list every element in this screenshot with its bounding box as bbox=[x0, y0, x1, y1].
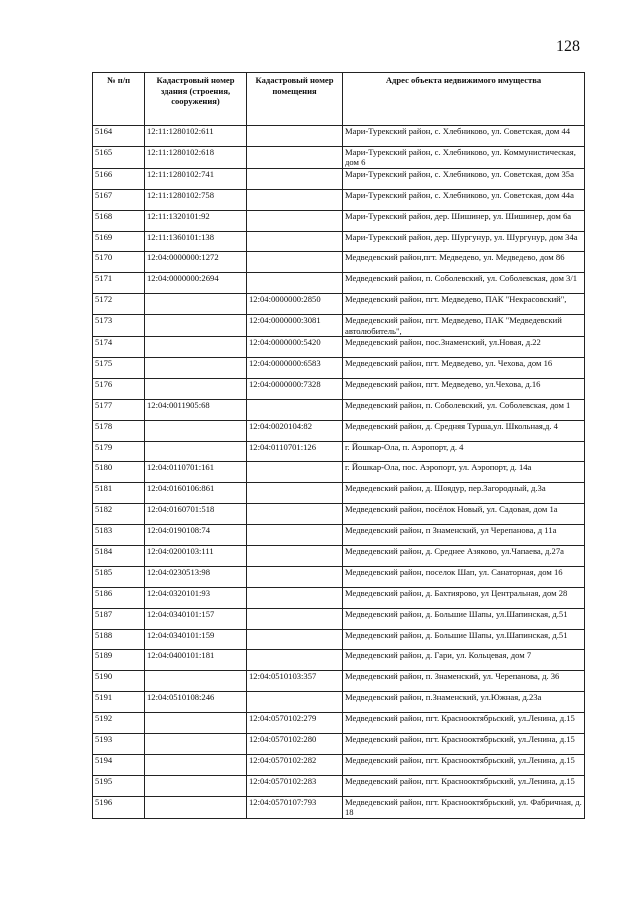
premises-cadastral-cell bbox=[247, 650, 343, 671]
table-row bbox=[93, 441, 585, 462]
premises-cadastral-cell bbox=[247, 525, 343, 546]
header-premises-cadastral-number: Кадастровый номер помещения bbox=[247, 73, 343, 126]
building-cadastral-cell bbox=[145, 796, 247, 818]
table-row bbox=[93, 294, 585, 315]
premises-cadastral-cell bbox=[247, 462, 343, 483]
row-number-cell: 5181 bbox=[93, 483, 145, 504]
table-row bbox=[93, 650, 585, 671]
table-row bbox=[93, 378, 585, 399]
address-cell: Медведевский район, пгт. Медведево, ПАК "Некрасовский", bbox=[343, 294, 585, 315]
table-row bbox=[93, 775, 585, 796]
address-cell: Медведевский район, пгт. Краснооктябрьский, ул. Фабричная, д. 18 bbox=[343, 796, 585, 818]
address-cell: Медведевский район, пос.Знаменский, ул.Новая, д.22 bbox=[343, 337, 585, 358]
row-number-cell: 5168 bbox=[93, 210, 145, 231]
building-cadastral-cell: 12:04:0400101:181 bbox=[145, 650, 247, 671]
row-number-cell: 5175 bbox=[93, 358, 145, 379]
premises-cadastral-cell bbox=[247, 273, 343, 294]
table-row bbox=[93, 483, 585, 504]
table-row bbox=[93, 146, 585, 168]
premises-cadastral-cell: 12:04:0000000:7328 bbox=[247, 378, 343, 399]
table-row bbox=[93, 754, 585, 775]
address-cell: Медведевский район, посёлок Новый, ул. Садовая, дом 1а bbox=[343, 504, 585, 525]
building-cadastral-cell: 12:04:0340101:159 bbox=[145, 629, 247, 650]
row-number-cell: 5180 bbox=[93, 462, 145, 483]
address-cell: Медведевский район, д. Большие Шапы, ул.Шапинская, д.51 bbox=[343, 629, 585, 650]
row-number-cell: 5196 bbox=[93, 796, 145, 818]
premises-cadastral-cell: 12:04:0570102:280 bbox=[247, 734, 343, 755]
table-row bbox=[93, 420, 585, 441]
premises-cadastral-cell bbox=[247, 692, 343, 713]
row-number-cell: 5169 bbox=[93, 231, 145, 252]
building-cadastral-cell: 12:04:0340101:157 bbox=[145, 608, 247, 629]
table-row bbox=[93, 671, 585, 692]
building-cadastral-cell: 12:11:1280102:758 bbox=[145, 189, 247, 210]
row-number-cell: 5189 bbox=[93, 650, 145, 671]
row-number-cell: 5178 bbox=[93, 420, 145, 441]
premises-cadastral-cell bbox=[247, 399, 343, 420]
building-cadastral-cell: 12:04:0190108:74 bbox=[145, 525, 247, 546]
address-cell: Мари-Турекский район, с. Хлебниково, ул. Советская, дом 44а bbox=[343, 189, 585, 210]
premises-cadastral-cell: 12:04:0000000:3081 bbox=[247, 315, 343, 337]
building-cadastral-cell: 12:04:0230513:98 bbox=[145, 566, 247, 587]
address-cell: Мари-Турекский район, дер. Шишинер, ул. Шишинер, дом 6а bbox=[343, 210, 585, 231]
address-cell: Медведевский район, пгт. Медведево, ПАК "Медведевский автолюбитель", bbox=[343, 315, 585, 337]
premises-cadastral-cell bbox=[247, 504, 343, 525]
building-cadastral-cell bbox=[145, 775, 247, 796]
row-number-cell: 5184 bbox=[93, 546, 145, 567]
premises-cadastral-cell: 12:04:0570102:283 bbox=[247, 775, 343, 796]
address-cell: Медведевский район, д. Среднее Азяково, ул.Чапаева, д.27а bbox=[343, 546, 585, 567]
row-number-cell: 5183 bbox=[93, 525, 145, 546]
row-number-cell: 5186 bbox=[93, 587, 145, 608]
premises-cadastral-cell: 12:04:0570102:279 bbox=[247, 713, 343, 734]
building-cadastral-cell: 12:11:1280102:611 bbox=[145, 126, 247, 147]
building-cadastral-cell bbox=[145, 671, 247, 692]
header-row-number: № п/п bbox=[93, 73, 145, 126]
row-number-cell: 5187 bbox=[93, 608, 145, 629]
premises-cadastral-cell bbox=[247, 608, 343, 629]
table-row bbox=[93, 796, 585, 818]
row-number-cell: 5173 bbox=[93, 315, 145, 337]
premises-cadastral-cell bbox=[247, 629, 343, 650]
premises-cadastral-cell bbox=[247, 231, 343, 252]
building-cadastral-cell bbox=[145, 294, 247, 315]
premises-cadastral-cell bbox=[247, 146, 343, 168]
premises-cadastral-cell bbox=[247, 126, 343, 147]
address-cell: Медведевский район, пгт. Краснооктябрьский, ул.Ленина, д.15 bbox=[343, 713, 585, 734]
address-cell: Медведевский район, д. Бахтиярово, ул Центральная, дом 28 bbox=[343, 587, 585, 608]
table-row bbox=[93, 315, 585, 337]
table-row bbox=[93, 525, 585, 546]
building-cadastral-cell bbox=[145, 378, 247, 399]
building-cadastral-cell: 12:04:0320101:93 bbox=[145, 587, 247, 608]
building-cadastral-cell bbox=[145, 420, 247, 441]
address-cell: Мари-Турекский район, с. Хлебниково, ул. Коммунистическая, дом 6 bbox=[343, 146, 585, 168]
premises-cadastral-cell: 12:04:0000000:6583 bbox=[247, 358, 343, 379]
building-cadastral-cell bbox=[145, 337, 247, 358]
premises-cadastral-cell bbox=[247, 587, 343, 608]
address-cell: Медведевский район, п. Соболевский, ул. Соболевская, дом 1 bbox=[343, 399, 585, 420]
table-row bbox=[93, 210, 585, 231]
premises-cadastral-cell: 12:04:0510103:357 bbox=[247, 671, 343, 692]
address-cell: Медведевский район, пгт. Медведево, ул.Чехова, д.16 bbox=[343, 378, 585, 399]
premises-cadastral-cell: 12:04:0020104:82 bbox=[247, 420, 343, 441]
premises-cadastral-cell bbox=[247, 483, 343, 504]
address-cell: Медведевский район, п.Знаменский, ул.Южная, д.23а bbox=[343, 692, 585, 713]
address-cell: Медведевский район, п. Знаменский, ул. Черепанова, д. 36 bbox=[343, 671, 585, 692]
premises-cadastral-cell bbox=[247, 566, 343, 587]
table-row bbox=[93, 231, 585, 252]
building-cadastral-cell: 12:11:1280102:618 bbox=[145, 146, 247, 168]
row-number-cell: 5167 bbox=[93, 189, 145, 210]
header-building-cadastral-number: Кадастровый номер здания (строения, сооружения) bbox=[145, 73, 247, 126]
row-number-cell: 5190 bbox=[93, 671, 145, 692]
building-cadastral-cell: 12:04:0200103:111 bbox=[145, 546, 247, 567]
premises-cadastral-cell: 12:04:0570102:282 bbox=[247, 754, 343, 775]
table-row bbox=[93, 692, 585, 713]
building-cadastral-cell bbox=[145, 713, 247, 734]
row-number-cell: 5177 bbox=[93, 399, 145, 420]
row-number-cell: 5165 bbox=[93, 146, 145, 168]
building-cadastral-cell: 12:04:0000000:1272 bbox=[145, 252, 247, 273]
premises-cadastral-cell bbox=[247, 252, 343, 273]
page-number: 128 bbox=[556, 38, 580, 55]
row-number-cell: 5192 bbox=[93, 713, 145, 734]
address-cell: Медведевский район,пгт. Медведево, ул. Медведево, дом 86 bbox=[343, 252, 585, 273]
table-row bbox=[93, 734, 585, 755]
address-cell: Медведевский район, п. Соболевский, ул. Соболевская, дом 3/1 bbox=[343, 273, 585, 294]
address-cell: Медведевский район, пгт. Медведево, ул. Чехова, дом 16 bbox=[343, 358, 585, 379]
row-number-cell: 5172 bbox=[93, 294, 145, 315]
building-cadastral-cell bbox=[145, 754, 247, 775]
row-number-cell: 5179 bbox=[93, 441, 145, 462]
building-cadastral-cell: 12:04:0160701:518 bbox=[145, 504, 247, 525]
premises-cadastral-cell: 12:04:0000000:2850 bbox=[247, 294, 343, 315]
table-row bbox=[93, 252, 585, 273]
building-cadastral-cell bbox=[145, 315, 247, 337]
address-cell: Мари-Турекский район, с. Хлебниково, ул. Советская, дом 44 bbox=[343, 126, 585, 147]
premises-cadastral-cell: 12:04:0110701:126 bbox=[247, 441, 343, 462]
table-row bbox=[93, 566, 585, 587]
address-cell: Медведевский район, поселок Шап, ул. Санаторная, дом 16 bbox=[343, 566, 585, 587]
header-property-address: Адрес объекта недвижимого имущества bbox=[343, 73, 585, 126]
table-row bbox=[93, 504, 585, 525]
table-row bbox=[93, 126, 585, 147]
building-cadastral-cell bbox=[145, 358, 247, 379]
address-cell: Медведевский район, пгт. Краснооктябрьский, ул.Ленина, д.15 bbox=[343, 775, 585, 796]
building-cadastral-cell: 12:11:1320101:92 bbox=[145, 210, 247, 231]
building-cadastral-cell: 12:04:0160106:861 bbox=[145, 483, 247, 504]
table-row bbox=[93, 337, 585, 358]
building-cadastral-cell: 12:11:1280102:741 bbox=[145, 168, 247, 189]
row-number-cell: 5171 bbox=[93, 273, 145, 294]
address-cell: Медведевский район, пгт. Краснооктябрьский, ул.Ленина, д.15 bbox=[343, 754, 585, 775]
premises-cadastral-cell bbox=[247, 546, 343, 567]
row-number-cell: 5188 bbox=[93, 629, 145, 650]
row-number-cell: 5185 bbox=[93, 566, 145, 587]
premises-cadastral-cell bbox=[247, 210, 343, 231]
address-cell: Медведевский район, п Знаменский, ул Черепанова, д 11а bbox=[343, 525, 585, 546]
table-body bbox=[93, 126, 585, 819]
building-cadastral-cell: 12:04:0510108:246 bbox=[145, 692, 247, 713]
building-cadastral-cell: 12:04:0110701:161 bbox=[145, 462, 247, 483]
row-number-cell: 5193 bbox=[93, 734, 145, 755]
row-number-cell: 5194 bbox=[93, 754, 145, 775]
row-number-cell: 5182 bbox=[93, 504, 145, 525]
table-row bbox=[93, 189, 585, 210]
table-row bbox=[93, 168, 585, 189]
row-number-cell: 5164 bbox=[93, 126, 145, 147]
table-row bbox=[93, 399, 585, 420]
address-cell: г. Йошкар-Ола, п. Аэропорт, д. 4 bbox=[343, 441, 585, 462]
row-number-cell: 5170 bbox=[93, 252, 145, 273]
row-number-cell: 5166 bbox=[93, 168, 145, 189]
address-cell: Медведевский район, пгт. Краснооктябрьский, ул.Ленина, д.15 bbox=[343, 734, 585, 755]
row-number-cell: 5176 bbox=[93, 378, 145, 399]
premises-cadastral-cell: 12:04:0570107:793 bbox=[247, 796, 343, 818]
row-number-cell: 5174 bbox=[93, 337, 145, 358]
premises-cadastral-cell bbox=[247, 168, 343, 189]
building-cadastral-cell: 12:04:0000000:2694 bbox=[145, 273, 247, 294]
building-cadastral-cell: 12:11:1360101:138 bbox=[145, 231, 247, 252]
address-cell: Мари-Турекский район, дер. Шургунур, ул. Шургунур, дом 34а bbox=[343, 231, 585, 252]
building-cadastral-cell bbox=[145, 734, 247, 755]
address-cell: Медведевский район, д. Средняя Турша,ул. Школьная,д. 4 bbox=[343, 420, 585, 441]
table-row bbox=[93, 358, 585, 379]
premises-cadastral-cell bbox=[247, 189, 343, 210]
table-row bbox=[93, 629, 585, 650]
address-cell: Медведевский район, д. Большие Шапы, ул.Шапинская, д.51 bbox=[343, 608, 585, 629]
row-number-cell: 5191 bbox=[93, 692, 145, 713]
table-row bbox=[93, 462, 585, 483]
property-registry-table bbox=[92, 72, 585, 819]
address-cell: Медведевский район, д. Шоядур, пер.Загородный, д.3а bbox=[343, 483, 585, 504]
table-header-row bbox=[93, 73, 585, 126]
address-cell: г. Йошкар-Ола, пос. Аэропорт, ул. Аэропорт, д. 14а bbox=[343, 462, 585, 483]
address-cell: Мари-Турекский район, с. Хлебниково, ул. Советская, дом 35а bbox=[343, 168, 585, 189]
table-row bbox=[93, 273, 585, 294]
building-cadastral-cell: 12:04:0011905:68 bbox=[145, 399, 247, 420]
address-cell: Медведевский район, д. Гари, ул. Кольцевая, дом 7 bbox=[343, 650, 585, 671]
row-number-cell: 5195 bbox=[93, 775, 145, 796]
building-cadastral-cell bbox=[145, 441, 247, 462]
table-row bbox=[93, 587, 585, 608]
table-row bbox=[93, 546, 585, 567]
table-row bbox=[93, 713, 585, 734]
premises-cadastral-cell: 12:04:0000000:5420 bbox=[247, 337, 343, 358]
table-row bbox=[93, 608, 585, 629]
